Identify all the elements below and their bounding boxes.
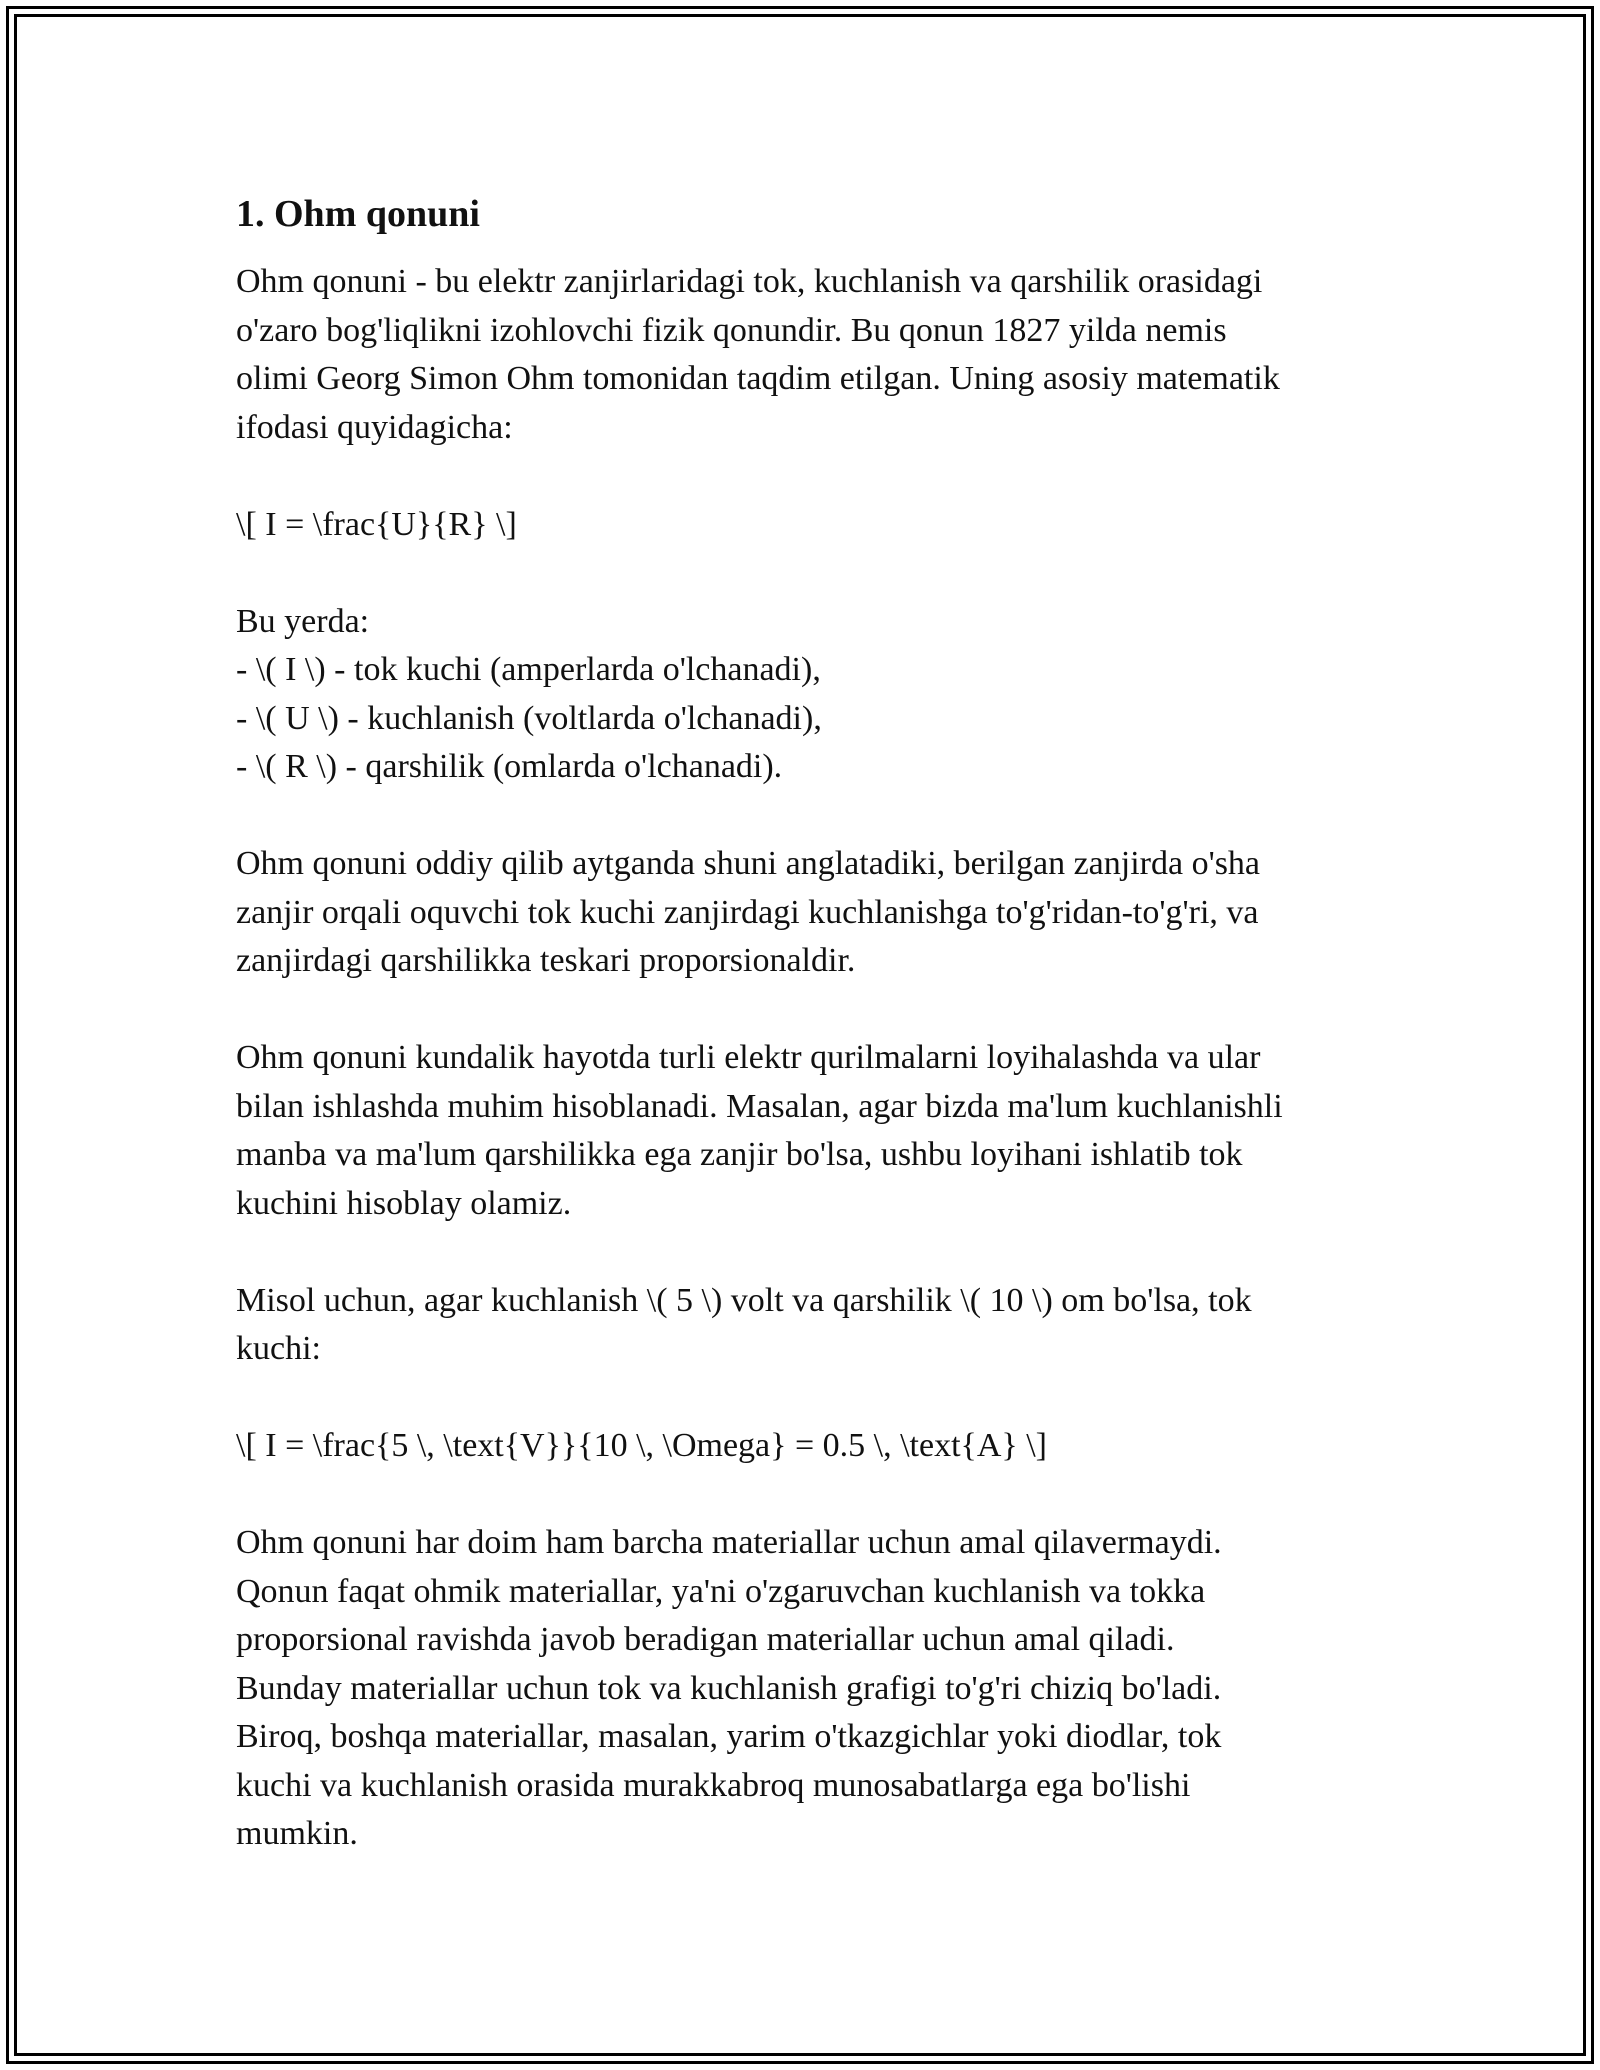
text-line: kuchi va kuchlanish orasida murakkabroq munosabatlarga ega bo'lishi (236, 1766, 1191, 1804)
limitations-paragraph (236, 1519, 1386, 1859)
explanation-paragraph (236, 840, 1386, 986)
definition-item-resistance: - \( R \) - qarshilik (omlarda o'lchanadi). (236, 748, 783, 785)
text-line: Biroq, boshqa materiallar, masalan, yarim o'tkazgichlar yoki diodlar, tok (236, 1718, 1222, 1755)
text-line: Ohm qonuni oddiy qilib aytganda shuni anglatadiki, berilgan zanjirda o'sha (236, 845, 1261, 882)
text-line: kuchi: (236, 1330, 321, 1367)
definitions-heading: Bu yerda: (236, 602, 370, 640)
text-line: o'zaro bog'liqlikni izohlovchi fizik qonundir. Bu qonun 1827 yilda nemis (236, 311, 1227, 349)
definition-item-voltage: - \( U \) - kuchlanish (voltlarda o'lchanadi), (236, 699, 822, 737)
text-line: Ohm qonuni - bu elektr zanjirlaridagi tok, kuchlanish va qarshilik orasidagi (236, 263, 1263, 300)
document-body (236, 186, 1386, 1907)
text-line: Qonun faqat ohmik materiallar, ya'ni o'zgaruvchan kuchlanish va tokka (236, 1572, 1206, 1610)
example-formula: \[ I = \frac{5 \, \text{V}}{10 \, \Omega} = 0.5 \, \text{A} \] (236, 1427, 1047, 1464)
text-line: ifodasi quyidagicha: (236, 408, 513, 446)
intro-paragraph (236, 258, 1386, 452)
definitions-list (236, 598, 1386, 792)
text-line: mumkin. (236, 1815, 358, 1852)
text-line: zanjir orqali oquvchi tok kuchi zanjirdagi kuchlanishga to'g'ridan-to'g'ri, va (236, 893, 1259, 931)
text-line: bilan ishlashda muhim hisoblanadi. Masalan, agar bizda ma'lum kuchlanishli (236, 1087, 1283, 1125)
text-line: Ohm qonuni kundalik hayotda turli elektr qurilmalarni loyihalashda va ular (236, 1039, 1261, 1076)
text-line: zanjirdagi qarshilikka teskari proporsionaldir. (236, 942, 856, 979)
application-paragraph (236, 1034, 1386, 1228)
text-line: proporsional ravishda javob beradigan materiallar uchun amal qiladi. (236, 1621, 1175, 1658)
text-line: manba va ma'lum qarshilikka ega zanjir bo'lsa, ushbu loyihani ishlatib tok (236, 1136, 1243, 1173)
section-title: 1. Ohm qonuni (236, 193, 480, 235)
ohm-formula: \[ I = \frac{U}{R} \] (236, 505, 517, 543)
text-line: Misol uchun, agar kuchlanish \( 5 \) volt va qarshilik \( 10 \) om bo'lsa, tok (236, 1281, 1252, 1319)
definition-item-current: - \( I \) - tok kuchi (amperlarda o'lchanadi), (236, 651, 821, 688)
text-line: olimi Georg Simon Ohm tomonidan taqdim etilgan. Uning asosiy matematik (236, 360, 1280, 397)
text-line: kuchini hisoblay olamiz. (236, 1184, 572, 1222)
text-line: Ohm qonuni har doim ham barcha materiallar uchun amal qilavermaydi. (236, 1524, 1222, 1561)
example-paragraph (236, 1277, 1386, 1374)
text-line: Bunday materiallar uchun tok va kuchlanish grafigi to'g'ri chiziq bo'ladi. (236, 1669, 1222, 1707)
